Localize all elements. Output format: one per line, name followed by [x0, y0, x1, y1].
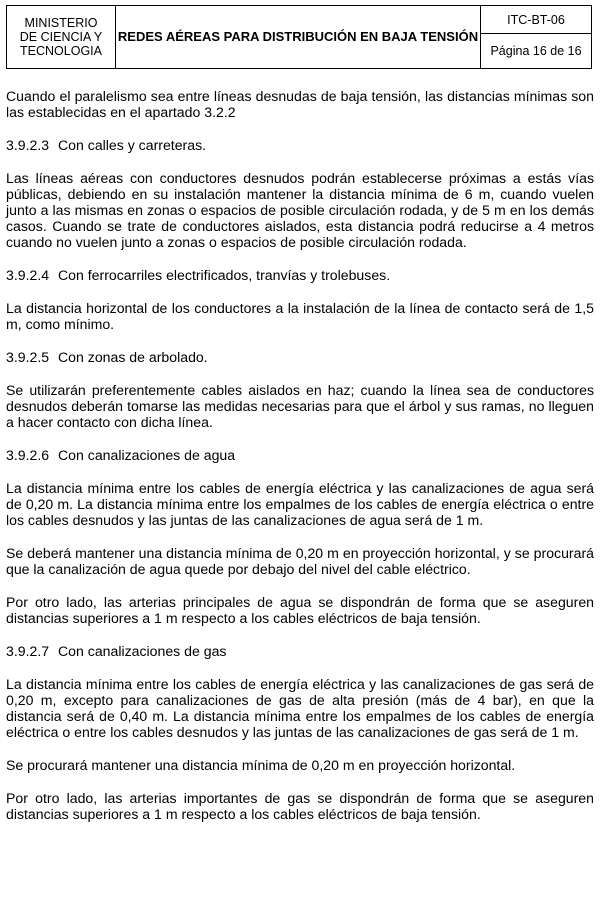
section-number: 3.9.2.6: [6, 447, 50, 463]
section-heading: [6, 267, 594, 283]
page-number: Página 16 de 16: [481, 34, 592, 69]
paragraph: Por otro lado, las arterias importantes de gas se dispondrán de forma que se aseguren distancias superiores a 1 m respecto a los cables eléctricos de baja tensión.: [6, 790, 594, 822]
section-number: 3.9.2.4: [6, 267, 50, 283]
paragraph: Cuando el paralelismo sea entre líneas desnudas de baja tensión, las distancias mínimas son las establecidas en el apartado 3.2.2: [6, 88, 594, 120]
ministry-name: [7, 6, 116, 69]
section-heading: [6, 349, 594, 365]
document-title: REDES AÉREAS PARA DISTRIBUCIÓN EN BAJA TENSIÓN: [116, 6, 481, 69]
paragraph: La distancia mínima entre los cables de energía eléctrica y las canalizaciones de gas será de 0,20 m, excepto para canalizaciones de gas de alta presión (más de 4 bar), en que la distancia será de 0,40 m. La distancia mínima entre los empalmes de los cables de energía eléctrica o entre los cables desnudos y las juntas de las canalizaciones de gas será de 1 m.: [6, 676, 594, 740]
ministry-line-1: MINISTERIO: [24, 16, 98, 30]
paragraph: Se deberá mantener una distancia mínima de 0,20 m en proyección horizontal, y se procurará que la canalización de agua quede por debajo del nivel del cable eléctrico.: [6, 545, 594, 577]
section-title: Con zonas de arbolado.: [58, 349, 208, 365]
section-title: Con ferrocarriles electrificados, tranvías y trolebuses.: [58, 267, 391, 283]
section-title: Con canalizaciones de agua: [58, 447, 236, 463]
paragraph: Se utilizarán preferentemente cables aislados en haz; cuando la línea sea de conductores desnudos deberán tomarse las medidas necesarias para que el árbol y sus ramas, no lleguen a hacer contacto con dicha línea.: [6, 382, 594, 430]
document-body: [6, 88, 594, 839]
section-number: 3.9.2.5: [6, 349, 50, 365]
document-code: ITC-BT-06: [481, 6, 592, 34]
paragraph: Las líneas aéreas con conductores desnudos podrán establecerse próximas a estás vías públicas, debiendo en su instalación mantener la distancia mínima de 6 m, cuando vuelen junto a las mismas en zonas o espacios de posible circulación rodada, y de 5 m en los demás casos. Cuando se trate de conductores aislados, esta distancia podrá reducirse a 4 metros cuando no vuelen junto a zonas o espacios de posible circulación rodada.: [6, 170, 594, 250]
section-title: Con canalizaciones de gas: [58, 643, 227, 659]
paragraph: Se procurará mantener una distancia mínima de 0,20 m en proyección horizontal.: [6, 757, 516, 773]
section-number: 3.9.2.3: [6, 137, 50, 153]
section-heading: [6, 643, 594, 659]
paragraph: La distancia mínima entre los cables de energía eléctrica y las canalizaciones de agua será de 0,20 m. La distancia mínima entre los empalmes de los cables de energía eléctrica o entre los cables desnudos y las juntas de las canalizaciones de agua será de 1 m.: [6, 480, 594, 528]
section-heading: [6, 447, 594, 463]
ministry-line-3: TECNOLOGIA: [20, 44, 102, 58]
section-heading: [6, 137, 594, 153]
ministry-line-2: DE CIENCIA Y: [19, 30, 103, 44]
paragraph: Por otro lado, las arterias principales de agua se dispondrán de forma que se aseguren distancias superiores a 1 m respecto a los cables eléctricos de baja tensión.: [6, 594, 594, 626]
paragraph: La distancia horizontal de los conductores a la instalación de la línea de contacto será de 1,5 m, como mínimo.: [6, 300, 594, 332]
section-number: 3.9.2.7: [6, 643, 50, 659]
page-header: [6, 5, 592, 69]
section-title: Con calles y carreteras.: [58, 137, 207, 153]
